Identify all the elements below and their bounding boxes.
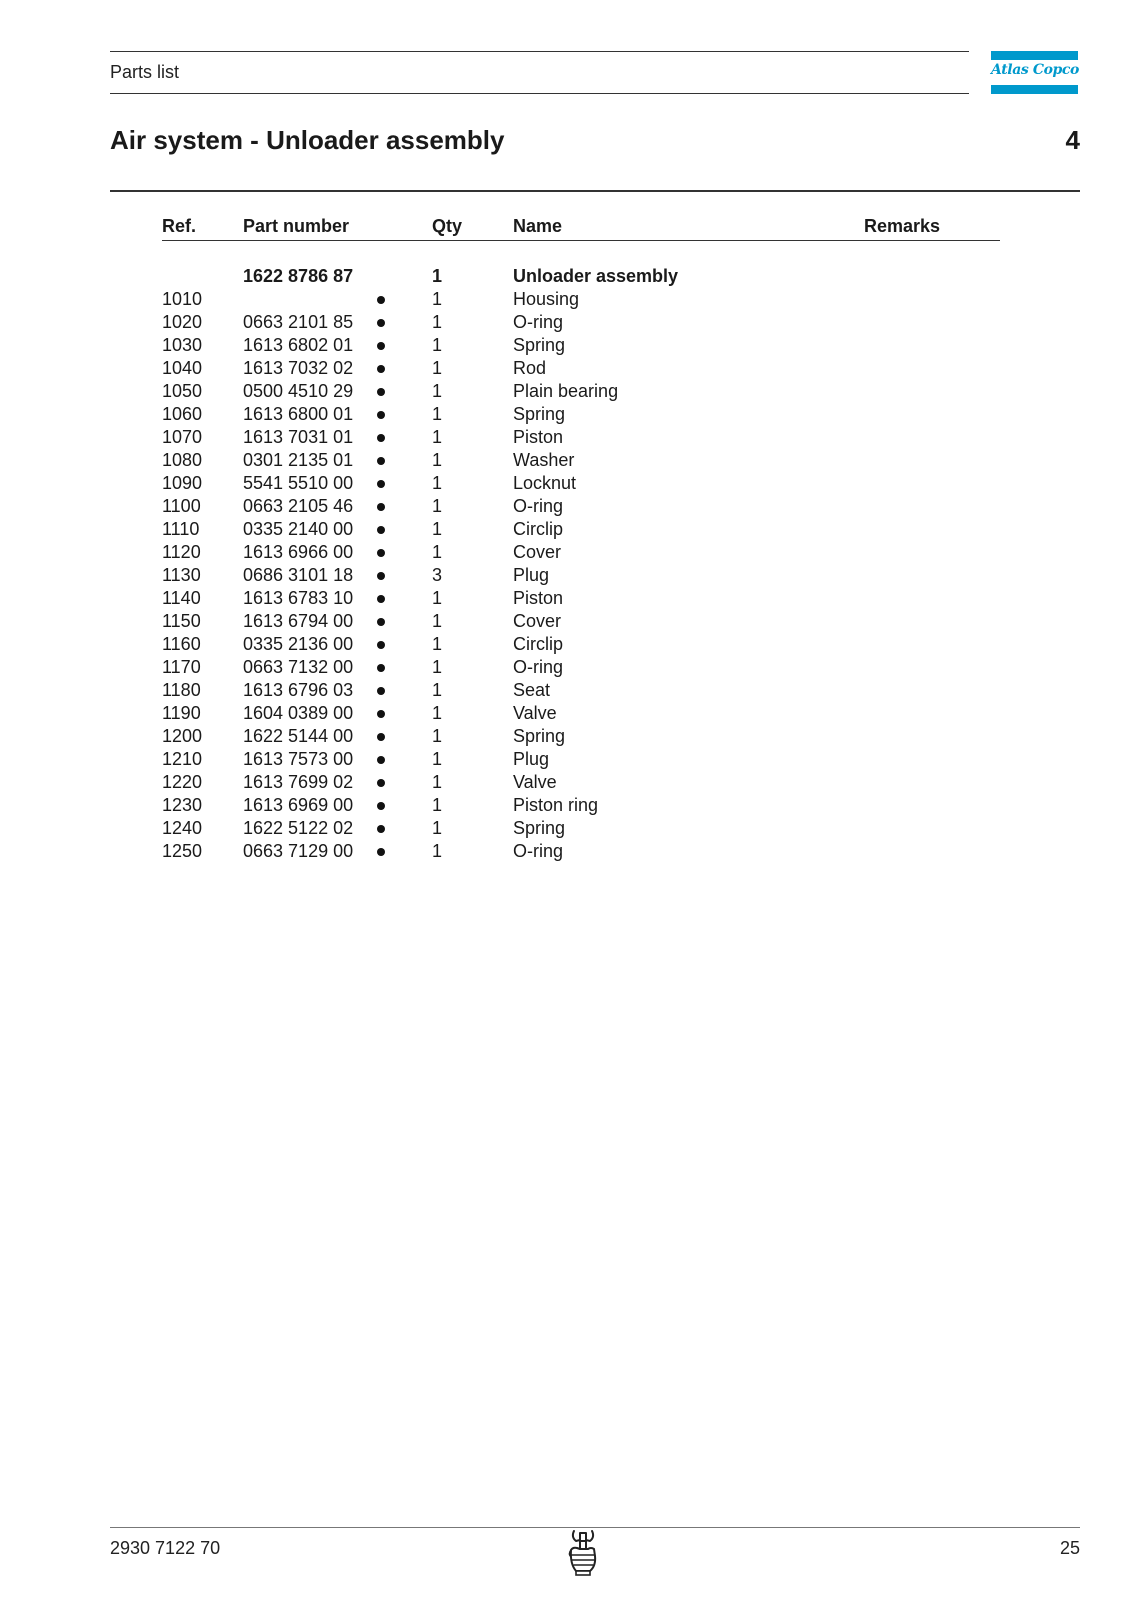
bullet-icon [373, 679, 389, 702]
page-footer [0, 1520, 1131, 1600]
row-name: Housing [513, 289, 580, 309]
row-ref: 1040 [162, 358, 203, 378]
row-part-number: 1613 7032 02 [243, 358, 354, 378]
row-qty: 1 [431, 795, 442, 815]
row-qty: 1 [431, 473, 442, 493]
row-name: Circlip [513, 519, 564, 539]
row-name: Unloader assembly [513, 266, 679, 286]
row-part-number: 1622 8786 87 [243, 266, 354, 286]
row-name: Cover [513, 611, 562, 631]
row-qty: 1 [431, 381, 442, 401]
column-header-name: Name [513, 216, 563, 236]
row-part-number: 0335 2140 00 [243, 519, 354, 539]
chapter-number: 4 [1065, 125, 1080, 155]
column-header-remarks: Remarks [864, 216, 941, 236]
bullet-icon [373, 495, 389, 518]
table-row [0, 794, 1131, 817]
row-qty: 1 [431, 680, 442, 700]
row-qty: 1 [431, 634, 442, 654]
row-ref: 1240 [162, 818, 203, 838]
row-qty: 1 [431, 266, 442, 286]
row-qty: 1 [431, 519, 442, 539]
row-ref: 1160 [162, 634, 201, 654]
row-name: O-ring [513, 657, 564, 677]
row-part-number: 0500 4510 29 [243, 381, 354, 401]
row-name: Washer [513, 450, 575, 470]
bullet-icon [373, 771, 389, 794]
row-name: Piston [513, 427, 564, 447]
column-header-ref: Ref. [162, 216, 197, 236]
table-row [0, 725, 1131, 748]
row-qty: 1 [431, 450, 442, 470]
row-ref: 1020 [162, 312, 203, 332]
row-ref: 1120 [162, 542, 201, 562]
row-name: Circlip [513, 634, 564, 654]
row-part-number: 1622 5144 00 [243, 726, 354, 746]
row-part-number: 1613 6800 01 [243, 404, 354, 424]
row-name: Spring [513, 726, 566, 746]
row-part-number: 0663 2101 85 [243, 312, 354, 332]
logo-bottom-bar [991, 85, 1078, 94]
row-qty: 1 [431, 404, 442, 424]
row-name: Cover [513, 542, 562, 562]
row-part-number: 1613 7699 02 [243, 772, 354, 792]
row-ref: 1140 [162, 588, 201, 608]
table-row [0, 495, 1131, 518]
document-number: 2930 7122 70 [110, 1538, 221, 1558]
row-qty: 1 [431, 335, 442, 355]
page-number: 25 [1059, 1538, 1080, 1558]
row-part-number: 1613 6966 00 [243, 542, 354, 562]
row-ref: 1060 [162, 404, 203, 424]
bullet-icon [373, 656, 389, 679]
bullet-icon [373, 725, 389, 748]
bullet-icon [373, 633, 389, 656]
table-row [0, 426, 1131, 449]
table-row [0, 679, 1131, 702]
row-qty: 1 [431, 841, 442, 861]
bullet-icon [373, 334, 389, 357]
table-row [0, 380, 1131, 403]
row-part-number: 0301 2135 01 [243, 450, 354, 470]
bullet-icon [373, 403, 389, 426]
row-ref: 1250 [162, 841, 203, 861]
row-name: Piston ring [513, 795, 599, 815]
table-row [0, 610, 1131, 633]
column-header-part-number: Part number [243, 216, 350, 236]
row-ref: 1130 [162, 565, 201, 585]
logo-top-bar [991, 51, 1078, 60]
table-row [0, 472, 1131, 495]
bullet-icon [373, 288, 389, 311]
atlas-copco-logo [991, 51, 1078, 94]
header-top-rule [110, 51, 969, 52]
header-bottom-rule [110, 93, 969, 94]
row-qty: 1 [431, 588, 442, 608]
row-qty: 1 [431, 289, 442, 309]
table-row [0, 702, 1131, 725]
row-ref: 1230 [162, 795, 203, 815]
table-row [0, 334, 1131, 357]
bullet-icon [373, 748, 389, 771]
row-qty: 1 [431, 427, 442, 447]
row-ref: 1220 [162, 772, 203, 792]
title-rule [110, 190, 1080, 192]
row-part-number: 1613 6783 10 [243, 588, 354, 608]
table-row [0, 357, 1131, 380]
row-ref: 1150 [162, 611, 201, 631]
row-name: Valve [513, 772, 557, 792]
row-name: Plug [513, 749, 550, 769]
table-header-rule [162, 240, 1000, 241]
row-name: Locknut [513, 473, 577, 493]
table-row [0, 449, 1131, 472]
table-row [0, 633, 1131, 656]
row-qty: 1 [431, 611, 442, 631]
row-part-number: 0686 3101 18 [243, 565, 354, 585]
row-qty: 1 [431, 312, 442, 332]
row-name: Piston [513, 588, 564, 608]
row-part-number: 5541 5510 00 [243, 473, 354, 493]
table-row [0, 403, 1131, 426]
bullet-icon [373, 449, 389, 472]
row-part-number: 1613 7573 00 [243, 749, 354, 769]
table-row [0, 771, 1131, 794]
row-part-number: 1613 6969 00 [243, 795, 354, 815]
row-name: Spring [513, 404, 566, 424]
bullet-icon [373, 702, 389, 725]
row-part-number: 1613 6802 01 [243, 335, 354, 355]
table-row [0, 311, 1131, 334]
bullet-icon [373, 587, 389, 610]
row-qty: 1 [431, 496, 442, 516]
row-name: Plug [513, 565, 550, 585]
bullet-icon [373, 564, 389, 587]
row-qty: 1 [431, 749, 442, 769]
logo-wordmark: Atlas Copco [991, 62, 1079, 78]
row-part-number: 1604 0389 00 [243, 703, 354, 723]
wrench-hand-icon [565, 1528, 601, 1576]
page-header [0, 0, 1131, 200]
bullet-icon [373, 357, 389, 380]
table-row [0, 817, 1131, 840]
bullet-icon [373, 817, 389, 840]
row-qty: 1 [431, 726, 442, 746]
row-name: Valve [513, 703, 557, 723]
row-qty: 1 [431, 358, 442, 378]
row-ref: 1080 [162, 450, 203, 470]
row-qty: 1 [431, 703, 442, 723]
row-part-number: 0663 7132 00 [243, 657, 354, 677]
row-ref: 1200 [162, 726, 203, 746]
section-label: Parts list [110, 62, 180, 82]
row-part-number: 1613 6796 03 [243, 680, 354, 700]
row-name: O-ring [513, 841, 564, 861]
bullet-icon [373, 840, 389, 863]
table-row [0, 656, 1131, 679]
table-row [0, 518, 1131, 541]
bullet-icon [373, 518, 389, 541]
table-row [0, 541, 1131, 564]
table-row [0, 288, 1131, 311]
row-name: Rod [513, 358, 547, 378]
row-ref: 1050 [162, 381, 203, 401]
row-name: Spring [513, 818, 566, 838]
bullet-icon [373, 311, 389, 334]
row-ref: 1070 [162, 427, 203, 447]
row-name: O-ring [513, 312, 564, 332]
bullet-icon [373, 380, 389, 403]
row-qty: 1 [431, 818, 442, 838]
row-ref: 1030 [162, 335, 203, 355]
parts-table [0, 265, 1131, 863]
row-part-number: 0663 7129 00 [243, 841, 354, 861]
row-qty: 1 [431, 542, 442, 562]
row-ref: 1170 [162, 657, 201, 677]
row-ref: 1110 [162, 519, 200, 539]
row-ref: 1180 [162, 680, 201, 700]
table-row [0, 587, 1131, 610]
bullet-icon [373, 472, 389, 495]
row-name: Spring [513, 335, 566, 355]
table-row [0, 748, 1131, 771]
assembly-row [0, 265, 1131, 288]
row-ref: 1100 [162, 496, 201, 516]
row-ref: 1190 [162, 703, 201, 723]
row-qty: 3 [431, 565, 442, 585]
row-ref: 1090 [162, 473, 203, 493]
row-part-number: 1613 7031 01 [243, 427, 354, 447]
row-ref: 1010 [162, 289, 203, 309]
row-part-number: 0335 2136 00 [243, 634, 354, 654]
row-part-number: 1613 6794 00 [243, 611, 354, 631]
row-qty: 1 [431, 657, 442, 677]
row-qty: 1 [431, 772, 442, 792]
row-part-number: 0663 2105 46 [243, 496, 354, 516]
bullet-icon [373, 610, 389, 633]
row-name: O-ring [513, 496, 564, 516]
row-name: Plain bearing [513, 381, 619, 401]
bullet-icon [373, 794, 389, 817]
row-name: Seat [513, 680, 551, 700]
table-row [0, 840, 1131, 863]
column-header-qty: Qty [432, 216, 463, 236]
bullet-icon [373, 426, 389, 449]
row-ref: 1210 [162, 749, 203, 769]
row-part-number: 1622 5122 02 [243, 818, 354, 838]
table-row [0, 564, 1131, 587]
bullet-icon [373, 541, 389, 564]
page-title: Air system - Unloader assembly [110, 125, 505, 155]
